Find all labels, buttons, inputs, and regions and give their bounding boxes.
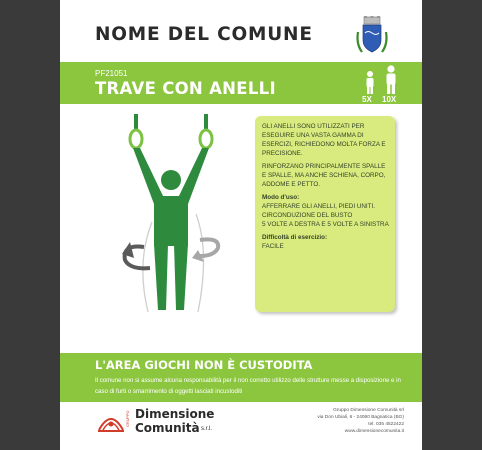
- brand-gruppo: GRUPPO: [126, 410, 130, 428]
- company-website: www.dimensionecomunita.it: [344, 429, 404, 435]
- description-benefits: RINFORZANO PRINCIPALMENTE SPALLE E SPALLE, MA ANCHE SCHIENA, CORPO, ADDOME E PETTO.: [262, 162, 386, 189]
- company-logo-icon: [95, 406, 127, 438]
- difficulty-value: FACILE: [262, 242, 284, 250]
- brand-name-line1: Dimensione: [135, 407, 215, 421]
- municipality-title: NOME DEL COMUNE: [95, 24, 313, 45]
- municipal-coat-of-arms-icon: [354, 14, 390, 56]
- brand-name-line2: Comunità: [135, 421, 200, 435]
- difficulty-heading: Difficoltà di esercizio:: [262, 233, 328, 241]
- equipment-code: PF21051: [95, 69, 128, 78]
- description-intro: GLI ANELLI SONO UTILIZZATI PER ESEGUIRE UNA VASTA GAMMA DI ESERCIZI, RICHIEDONO MOLTA FORZA E PRECISIONE.: [262, 123, 386, 158]
- brand-suffix: s.r.l.: [201, 426, 213, 432]
- warning-text: Il comune non si assume alcuna responsabilità per il non corretto utilizzo delle strutture messe a disposizione e in caso di furti o smarrimento di oggetti lasciati incustoditi: [95, 377, 401, 395]
- usage-step: 5 VOLTE A DESTRA E 5 VOLTE A SINISTRA: [262, 220, 389, 228]
- child-repetitions: 5X: [362, 95, 372, 104]
- sign-panel: [60, 0, 422, 450]
- company-name: Gruppo Dimensione Comunità srl: [333, 408, 404, 413]
- exercise-figure-illustration: [100, 112, 275, 322]
- usage-heading: Modo d'uso:: [262, 193, 300, 201]
- company-address: via Don Ubiali, 6 - 24060 Bagnatica (BG): [317, 415, 404, 421]
- adult-repetitions: 10X: [382, 95, 397, 104]
- equipment-name: TRAVE CON ANELLI: [95, 79, 276, 98]
- usage-step: CIRCONDUZIONE DEL BUSTO: [262, 211, 353, 219]
- usage-step: AFFERRARE GLI ANELLI, PIEDI UNITI.: [262, 202, 376, 210]
- company-contact: [286, 407, 404, 435]
- warning-title: L'AREA GIOCHI NON È CUSTODITA: [95, 358, 313, 372]
- company-phone: tel. 035 4522422: [368, 422, 404, 428]
- exercise-info-box: [255, 116, 395, 312]
